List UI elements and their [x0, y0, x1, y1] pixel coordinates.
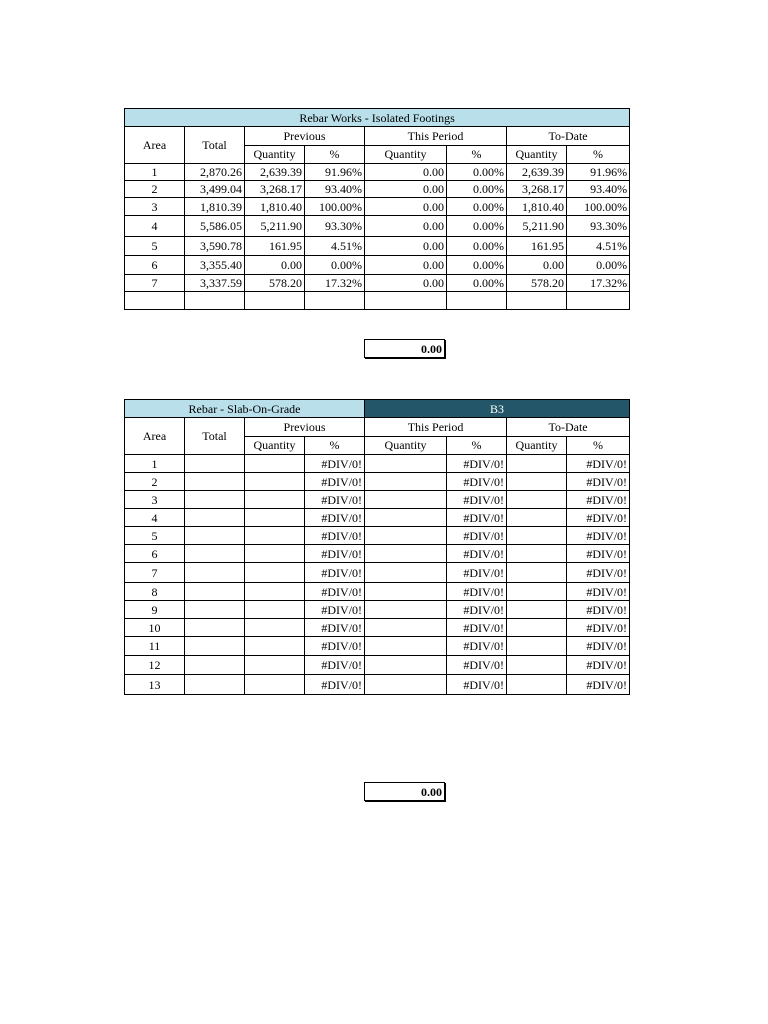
previous-quantity-cell[interactable]	[245, 619, 305, 637]
this-period-quantity-cell[interactable]	[365, 583, 447, 601]
to-date-header: To-Date	[507, 418, 630, 437]
to-date-percent-cell[interactable]: #DIV/0!	[567, 545, 630, 563]
this-period-percent-cell[interactable]: #DIV/0!	[447, 527, 507, 545]
this-period-percent-header: %	[447, 145, 507, 164]
previous-percent-cell[interactable]: #DIV/0!	[305, 601, 365, 619]
this-period-quantity-cell[interactable]	[365, 527, 447, 545]
previous-quantity-cell[interactable]: 578.20	[245, 275, 305, 292]
to-date-percent-cell[interactable]: #DIV/0!	[567, 583, 630, 601]
to-date-quantity-header: Quantity	[507, 436, 567, 455]
this-period-header: This Period	[365, 418, 507, 437]
this-period-quantity-cell[interactable]	[365, 619, 447, 637]
this-period-percent-cell[interactable]: 0.00%	[447, 216, 507, 237]
previous-percent-cell[interactable]: #DIV/0!	[305, 491, 365, 509]
previous-quantity-cell[interactable]	[245, 491, 305, 509]
previous-percent-cell[interactable]: #DIV/0!	[305, 675, 365, 695]
area-cell[interactable]: 4	[125, 509, 185, 527]
to-date-quantity-cell[interactable]: 5,211.90	[507, 216, 567, 237]
this-period-quantity-cell[interactable]	[365, 675, 447, 695]
previous-percent-cell[interactable]: 93.40%	[305, 181, 365, 198]
table-row	[125, 637, 630, 656]
this-period-quantity-cell[interactable]	[365, 509, 447, 527]
total-cell[interactable]	[185, 509, 245, 527]
previous-percent-cell[interactable]: 4.51%	[305, 237, 365, 256]
this-period-quantity-cell[interactable]: 0.00	[365, 237, 447, 256]
previous-quantity-cell[interactable]	[245, 292, 305, 310]
to-date-quantity-cell[interactable]	[507, 619, 567, 637]
table-row	[125, 275, 630, 292]
table-row	[125, 601, 630, 619]
total-header: Total	[185, 418, 245, 455]
table-row	[125, 198, 630, 216]
isolated-footings-table	[124, 108, 630, 310]
area-cell[interactable]: 7	[125, 275, 185, 292]
total-cell[interactable]	[185, 563, 245, 583]
this-period-quantity-cell[interactable]: 0.00	[365, 256, 447, 275]
area-cell[interactable]: 1	[125, 164, 185, 181]
previous-percent-cell[interactable]: 91.96%	[305, 164, 365, 181]
to-date-quantity-cell[interactable]: 161.95	[507, 237, 567, 256]
to-date-percent-cell[interactable]: 17.32%	[567, 275, 630, 292]
total-cell[interactable]: 3,337.59	[185, 275, 245, 292]
to-date-quantity-cell[interactable]	[507, 473, 567, 491]
area-cell[interactable]: 9	[125, 601, 185, 619]
area-cell[interactable]: 6	[125, 256, 185, 275]
to-date-quantity-cell[interactable]	[507, 601, 567, 619]
this-period-percent-cell[interactable]: 0.00%	[447, 164, 507, 181]
to-date-quantity-cell[interactable]	[507, 637, 567, 656]
table-row	[125, 216, 630, 237]
this-period-percent-cell[interactable]: #DIV/0!	[447, 656, 507, 675]
this-period-quantity-cell[interactable]	[365, 601, 447, 619]
to-date-quantity-cell[interactable]	[507, 292, 567, 310]
footings-sum-cell: 0.00	[364, 339, 445, 358]
this-period-quantity-cell[interactable]	[365, 563, 447, 583]
table-title-row	[125, 400, 630, 418]
to-date-percent-cell[interactable]: 91.96%	[567, 164, 630, 181]
previous-quantity-cell[interactable]	[245, 656, 305, 675]
total-cell[interactable]	[185, 619, 245, 637]
area-cell[interactable]: 7	[125, 563, 185, 583]
this-period-quantity-cell[interactable]: 0.00	[365, 164, 447, 181]
to-date-percent-header: %	[567, 436, 630, 455]
area-cell[interactable]: 1	[125, 455, 185, 473]
table-row	[125, 656, 630, 675]
to-date-percent-cell[interactable]: #DIV/0!	[567, 509, 630, 527]
table-row	[125, 256, 630, 275]
table-row	[125, 619, 630, 637]
this-period-quantity-cell[interactable]: 0.00	[365, 275, 447, 292]
to-date-quantity-cell[interactable]: 2,639.39	[507, 164, 567, 181]
previous-quantity-header: Quantity	[245, 436, 305, 455]
previous-quantity-cell[interactable]: 0.00	[245, 256, 305, 275]
total-cell[interactable]	[185, 601, 245, 619]
previous-quantity-header: Quantity	[245, 145, 305, 164]
to-date-quantity-cell[interactable]	[507, 656, 567, 675]
to-date-percent-cell[interactable]: #DIV/0!	[567, 563, 630, 583]
this-period-percent-cell[interactable]: 0.00%	[447, 256, 507, 275]
area-cell[interactable]	[125, 292, 185, 310]
this-period-percent-cell[interactable]: #DIV/0!	[447, 601, 507, 619]
previous-quantity-cell[interactable]	[245, 527, 305, 545]
table-row	[125, 563, 630, 583]
previous-percent-cell[interactable]: #DIV/0!	[305, 656, 365, 675]
to-date-percent-cell[interactable]: #DIV/0!	[567, 601, 630, 619]
this-period-percent-cell[interactable]: 0.00%	[447, 181, 507, 198]
this-period-percent-cell[interactable]: #DIV/0!	[447, 491, 507, 509]
this-period-quantity-cell[interactable]	[365, 292, 447, 310]
this-period-percent-cell[interactable]: 0.00%	[447, 198, 507, 216]
previous-quantity-cell[interactable]	[245, 675, 305, 695]
to-date-quantity-cell[interactable]	[507, 527, 567, 545]
area-cell[interactable]: 5	[125, 237, 185, 256]
to-date-quantity-cell[interactable]: 578.20	[507, 275, 567, 292]
table-row	[125, 164, 630, 181]
total-cell[interactable]	[185, 491, 245, 509]
area-cell[interactable]: 4	[125, 216, 185, 237]
to-date-quantity-cell[interactable]: 0.00	[507, 256, 567, 275]
to-date-quantity-header: Quantity	[507, 145, 567, 164]
total-cell[interactable]: 3,590.78	[185, 237, 245, 256]
to-date-percent-cell[interactable]: #DIV/0!	[567, 473, 630, 491]
previous-percent-cell[interactable]: #DIV/0!	[305, 473, 365, 491]
area-cell[interactable]: 8	[125, 583, 185, 601]
total-cell[interactable]	[185, 527, 245, 545]
previous-quantity-cell[interactable]	[245, 545, 305, 563]
previous-quantity-cell[interactable]: 161.95	[245, 237, 305, 256]
area-cell[interactable]: 5	[125, 527, 185, 545]
previous-percent-cell[interactable]: #DIV/0!	[305, 583, 365, 601]
previous-quantity-cell[interactable]: 5,211.90	[245, 216, 305, 237]
to-date-percent-cell[interactable]: #DIV/0!	[567, 455, 630, 473]
total-cell[interactable]	[185, 545, 245, 563]
previous-percent-cell[interactable]: 0.00%	[305, 256, 365, 275]
to-date-percent-cell[interactable]: #DIV/0!	[567, 491, 630, 509]
area-cell[interactable]: 12	[125, 656, 185, 675]
previous-percent-cell[interactable]: #DIV/0!	[305, 527, 365, 545]
this-period-quantity-cell[interactable]	[365, 491, 447, 509]
this-period-percent-cell[interactable]: #DIV/0!	[447, 455, 507, 473]
this-period-percent-cell[interactable]: #DIV/0!	[447, 675, 507, 695]
previous-header: Previous	[245, 418, 365, 437]
table-row	[125, 181, 630, 198]
this-period-percent-cell[interactable]	[447, 292, 507, 310]
area-cell[interactable]: 3	[125, 491, 185, 509]
to-date-quantity-cell[interactable]: 1,810.40	[507, 198, 567, 216]
area-cell[interactable]: 2	[125, 181, 185, 198]
to-date-percent-cell[interactable]: #DIV/0!	[567, 637, 630, 656]
to-date-percent-cell[interactable]: 4.51%	[567, 237, 630, 256]
total-cell[interactable]: 5,586.05	[185, 216, 245, 237]
table-row	[125, 237, 630, 256]
to-date-percent-cell[interactable]: #DIV/0!	[567, 527, 630, 545]
to-date-percent-cell[interactable]: #DIV/0!	[567, 656, 630, 675]
this-period-quantity-header: Quantity	[365, 436, 447, 455]
this-period-percent-cell[interactable]: #DIV/0!	[447, 509, 507, 527]
total-cell[interactable]	[185, 583, 245, 601]
total-cell[interactable]: 3,355.40	[185, 256, 245, 275]
total-cell[interactable]: 3,499.04	[185, 181, 245, 198]
this-period-quantity-cell[interactable]: 0.00	[365, 198, 447, 216]
this-period-quantity-cell[interactable]	[365, 545, 447, 563]
this-period-quantity-header: Quantity	[365, 145, 447, 164]
to-date-percent-cell[interactable]: #DIV/0!	[567, 619, 630, 637]
area-header: Area	[125, 127, 185, 164]
previous-quantity-cell[interactable]: 3,268.17	[245, 181, 305, 198]
total-header: Total	[185, 127, 245, 164]
to-date-quantity-cell[interactable]	[507, 491, 567, 509]
previous-quantity-cell[interactable]	[245, 563, 305, 583]
to-date-percent-header: %	[567, 145, 630, 164]
area-cell[interactable]: 6	[125, 545, 185, 563]
this-period-header: This Period	[365, 127, 507, 146]
this-period-percent-cell[interactable]: #DIV/0!	[447, 545, 507, 563]
previous-quantity-cell[interactable]	[245, 601, 305, 619]
previous-percent-header: %	[305, 436, 365, 455]
this-period-quantity-cell[interactable]	[365, 637, 447, 656]
previous-quantity-cell[interactable]	[245, 509, 305, 527]
to-date-percent-cell[interactable]: 100.00%	[567, 198, 630, 216]
previous-percent-cell[interactable]: #DIV/0!	[305, 509, 365, 527]
previous-percent-cell[interactable]: #DIV/0!	[305, 619, 365, 637]
previous-quantity-cell[interactable]: 2,639.39	[245, 164, 305, 181]
previous-quantity-cell[interactable]: 1,810.40	[245, 198, 305, 216]
previous-percent-cell[interactable]: 100.00%	[305, 198, 365, 216]
total-cell[interactable]	[185, 656, 245, 675]
previous-header: Previous	[245, 127, 365, 146]
total-cell[interactable]	[185, 455, 245, 473]
area-cell[interactable]: 3	[125, 198, 185, 216]
this-period-percent-cell[interactable]: 0.00%	[447, 237, 507, 256]
total-cell[interactable]	[185, 473, 245, 491]
table-row	[125, 509, 630, 527]
this-period-percent-cell[interactable]: #DIV/0!	[447, 637, 507, 656]
area-cell[interactable]: 2	[125, 473, 185, 491]
slab-on-grade-table	[124, 399, 630, 695]
previous-percent-cell[interactable]: 93.30%	[305, 216, 365, 237]
this-period-percent-cell[interactable]: #DIV/0!	[447, 583, 507, 601]
to-date-quantity-cell[interactable]	[507, 545, 567, 563]
total-cell[interactable]	[185, 637, 245, 656]
previous-percent-cell[interactable]	[305, 292, 365, 310]
table-row	[125, 583, 630, 601]
previous-percent-cell[interactable]: #DIV/0!	[305, 637, 365, 656]
table-row	[125, 455, 630, 473]
previous-quantity-cell[interactable]	[245, 455, 305, 473]
group-header-row	[125, 127, 630, 146]
to-date-header: To-Date	[507, 127, 630, 146]
previous-quantity-cell[interactable]	[245, 583, 305, 601]
area-cell[interactable]: 11	[125, 637, 185, 656]
previous-percent-header: %	[305, 145, 365, 164]
to-date-percent-cell[interactable]	[567, 292, 630, 310]
area-cell[interactable]: 13	[125, 675, 185, 695]
to-date-quantity-cell[interactable]	[507, 563, 567, 583]
total-cell[interactable]	[185, 675, 245, 695]
previous-quantity-cell[interactable]	[245, 473, 305, 491]
group-header-row	[125, 418, 630, 437]
previous-percent-cell[interactable]: #DIV/0!	[305, 455, 365, 473]
total-cell[interactable]: 1,810.39	[185, 198, 245, 216]
to-date-percent-cell[interactable]: 0.00%	[567, 256, 630, 275]
table-title: Rebar Works - Isolated Footings	[125, 109, 630, 127]
table-row	[125, 527, 630, 545]
to-date-percent-cell[interactable]: 93.40%	[567, 181, 630, 198]
this-period-quantity-cell[interactable]: 0.00	[365, 181, 447, 198]
table-row	[125, 491, 630, 509]
slab-sum-cell: 0.00	[364, 782, 445, 801]
to-date-quantity-cell[interactable]	[507, 509, 567, 527]
this-period-percent-cell[interactable]: #DIV/0!	[447, 473, 507, 491]
to-date-percent-cell[interactable]: #DIV/0!	[567, 675, 630, 695]
to-date-quantity-cell[interactable]: 3,268.17	[507, 181, 567, 198]
table-row	[125, 545, 630, 563]
this-period-quantity-cell[interactable]	[365, 455, 447, 473]
table-title-row	[125, 109, 630, 127]
this-period-percent-cell[interactable]: 0.00%	[447, 275, 507, 292]
previous-percent-cell[interactable]: 17.32%	[305, 275, 365, 292]
this-period-percent-cell[interactable]: #DIV/0!	[447, 619, 507, 637]
area-header: Area	[125, 418, 185, 455]
previous-quantity-cell[interactable]	[245, 637, 305, 656]
table-row	[125, 675, 630, 695]
to-date-quantity-cell[interactable]	[507, 455, 567, 473]
this-period-percent-cell[interactable]: #DIV/0!	[447, 563, 507, 583]
table-row	[125, 473, 630, 491]
to-date-percent-cell[interactable]: 93.30%	[567, 216, 630, 237]
this-period-quantity-cell[interactable]	[365, 656, 447, 675]
section-tag: B3	[365, 400, 630, 418]
total-cell[interactable]	[185, 292, 245, 310]
previous-percent-cell[interactable]: #DIV/0!	[305, 545, 365, 563]
to-date-quantity-cell[interactable]	[507, 583, 567, 601]
previous-percent-cell[interactable]: #DIV/0!	[305, 563, 365, 583]
total-cell[interactable]: 2,870.26	[185, 164, 245, 181]
to-date-quantity-cell[interactable]	[507, 675, 567, 695]
table-row	[125, 292, 630, 310]
this-period-quantity-cell[interactable]	[365, 473, 447, 491]
this-period-quantity-cell[interactable]: 0.00	[365, 216, 447, 237]
this-period-percent-header: %	[447, 436, 507, 455]
table-title: Rebar - Slab-On-Grade	[125, 400, 365, 418]
area-cell[interactable]: 10	[125, 619, 185, 637]
